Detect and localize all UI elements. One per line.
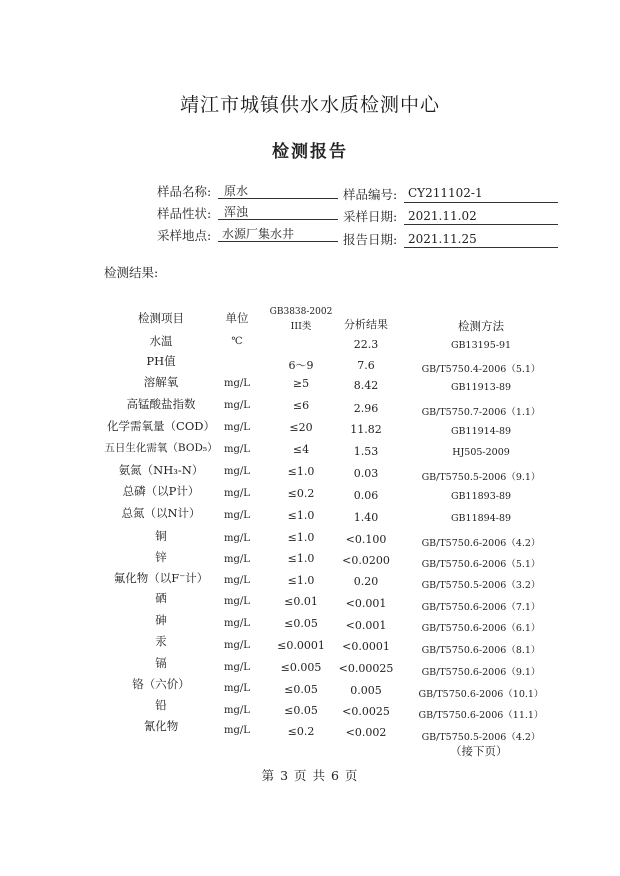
cell-limit: ≤1.0 [287, 574, 315, 587]
cell-result: <0.001 [345, 597, 387, 610]
cell-unit: ℃ [231, 336, 243, 347]
cell-method: GB/T5750.6-2006（5.1） [421, 559, 541, 570]
cell-item: 总磷（以P计） [122, 484, 200, 498]
cell-item: 氟化物（以F⁻计） [113, 571, 209, 585]
underline [218, 241, 338, 242]
cell-limit: ≥5 [292, 377, 310, 390]
cell-result: <0.0001 [342, 640, 390, 653]
cell-item: 五日生化需氧（BOD₅） [104, 442, 218, 454]
underline [404, 224, 558, 225]
cell-result: <0.0200 [342, 554, 390, 567]
cell-limit: ≤6 [292, 399, 310, 412]
sample-name-value: 原水 [224, 184, 249, 198]
cell-limit: 6～9 [288, 359, 314, 372]
cell-item: 铅 [155, 698, 167, 712]
cell-limit: ≤0.2 [287, 725, 315, 738]
report-date-value: 2021.11.25 [408, 232, 477, 246]
cell-method: GB11893-89 [450, 491, 512, 502]
sample-property-value: 浑浊 [224, 205, 249, 219]
cell-result: 0.03 [353, 467, 379, 480]
underline [404, 202, 558, 203]
cell-item: 镉 [155, 656, 167, 670]
cell-item: PH值 [146, 354, 176, 368]
sampling-location-value: 水源厂集水井 [222, 227, 295, 241]
cell-result: <0.00025 [338, 662, 394, 675]
sample-no-label: 样品编号: [343, 187, 398, 202]
underline [218, 219, 338, 220]
cell-method: GB/T5750.6-2006（11.1） [418, 710, 544, 721]
cell-method: GB/T5750.6-2006（8.1） [421, 645, 541, 656]
cell-method: GB/T5750.4-2006（5.1） [421, 364, 541, 375]
cell-unit: mg/L [224, 554, 250, 565]
cell-item: 硒 [155, 591, 167, 605]
cell-item: 锌 [155, 550, 167, 564]
cell-unit: mg/L [224, 533, 250, 544]
report-title: 检测报告 [272, 142, 348, 162]
cell-unit: mg/L [224, 444, 250, 455]
cell-item: 化学需氧量（COD） [107, 419, 215, 433]
cell-unit: mg/L [224, 575, 250, 586]
cell-item: 砷 [155, 613, 167, 627]
continued-note: （接下页） [450, 744, 508, 758]
cell-item: 铜 [155, 529, 167, 543]
cell-method: GB/T5750.6-2006（10.1） [418, 689, 544, 700]
cell-item: 总氮（以N计） [121, 506, 201, 520]
cell-item: 汞 [155, 634, 167, 648]
cell-result: 2.96 [353, 402, 379, 415]
cell-method: GB/T5750.6-2006（6.1） [421, 623, 541, 634]
cell-unit: mg/L [224, 705, 250, 716]
cell-unit: mg/L [224, 400, 250, 411]
cell-result: <0.100 [345, 533, 387, 546]
cell-limit: ≤0.005 [280, 661, 322, 674]
cell-method: GB/T5750.5-2006（3.2） [421, 580, 541, 591]
cell-item: 铬（六价） [132, 677, 190, 691]
page-footer: 第 3 页 共 6 页 [261, 768, 359, 783]
cell-method: GB/T5750.6-2006（9.1） [421, 667, 541, 678]
header-method: 检测方法 [458, 319, 504, 333]
cell-unit: mg/L [224, 640, 250, 651]
cell-limit: ≤0.05 [284, 683, 318, 696]
cell-limit: ≤0.05 [284, 704, 318, 717]
organization-name: 靖江市城镇供水水质检测中心 [179, 94, 440, 116]
cell-unit: mg/L [224, 662, 250, 673]
cell-item: 溶解氧 [143, 375, 179, 389]
cell-unit: mg/L [224, 683, 250, 694]
cell-item: 水温 [149, 334, 173, 348]
cell-limit: ≤0.01 [284, 595, 318, 608]
header-item: 检测项目 [138, 311, 184, 325]
cell-unit: mg/L [224, 422, 250, 433]
report-date-label: 报告日期: [343, 232, 398, 247]
underline [218, 198, 338, 199]
cell-limit: ≤4 [292, 443, 310, 456]
cell-item: 氨氮（NH₃-N） [118, 463, 204, 477]
cell-limit: ≤1.0 [287, 509, 315, 522]
header-standard-line1: GB3838-2002 [269, 307, 333, 317]
cell-result: 0.06 [353, 489, 379, 502]
cell-limit: ≤0.0001 [277, 639, 325, 652]
cell-method: GB11894-89 [450, 513, 512, 524]
cell-method: GB13195-91 [450, 340, 512, 351]
cell-result: 1.53 [353, 445, 379, 458]
header-result: 分析结果 [344, 318, 388, 331]
cell-method: GB11914-89 [450, 426, 512, 437]
cell-limit: ≤1.0 [287, 465, 315, 478]
cell-method: GB/T5750.6-2006（7.1） [421, 602, 541, 613]
cell-result: 0.005 [350, 684, 382, 697]
cell-limit: ≤1.0 [287, 552, 315, 565]
cell-unit: mg/L [224, 725, 250, 736]
cell-item: 氰化物 [143, 719, 179, 733]
sampling-location-label: 采样地点: [157, 228, 212, 243]
cell-result: 1.40 [353, 511, 379, 524]
cell-method: GB11913-89 [450, 382, 512, 393]
cell-result: <0.001 [345, 619, 387, 632]
results-label: 检测结果: [104, 265, 159, 280]
sampling-date-label: 采样日期: [343, 209, 398, 224]
cell-result: 0.20 [353, 575, 379, 588]
underline [404, 247, 558, 248]
sampling-date-value: 2021.11.02 [408, 209, 477, 223]
cell-limit: ≤1.0 [287, 531, 315, 544]
sample-property-label: 样品性状: [157, 206, 212, 221]
cell-result: 8.42 [353, 379, 379, 392]
cell-method: GB/T5750.7-2006（1.1） [421, 407, 541, 418]
cell-unit: mg/L [224, 488, 250, 499]
cell-unit: mg/L [224, 618, 250, 629]
cell-result: <0.0025 [342, 705, 390, 718]
cell-unit: mg/L [224, 596, 250, 607]
cell-method: HJ505-2009 [452, 447, 510, 458]
cell-result: <0.002 [345, 726, 387, 739]
cell-method: GB/T5750.5-2006（4.2） [421, 732, 541, 743]
cell-unit: mg/L [224, 510, 250, 521]
header-standard-line2: III类 [290, 321, 312, 332]
sample-no-value: CY211102-1 [408, 186, 483, 200]
cell-item: 高锰酸盐指数 [126, 397, 196, 411]
cell-limit: ≤0.2 [287, 487, 315, 500]
cell-method: GB/T5750.5-2006（9.1） [421, 472, 541, 483]
cell-result: 7.6 [357, 359, 375, 372]
header-unit: 单位 [225, 311, 249, 325]
cell-method: GB/T5750.6-2006（4.2） [421, 538, 541, 549]
cell-limit: ≤20 [289, 421, 313, 434]
cell-unit: mg/L [224, 378, 250, 389]
cell-unit: mg/L [224, 466, 250, 477]
cell-result: 11.82 [350, 423, 382, 436]
cell-result: 22.3 [353, 338, 379, 351]
sample-name-label: 样品名称: [157, 184, 212, 199]
cell-limit: ≤0.05 [284, 617, 318, 630]
